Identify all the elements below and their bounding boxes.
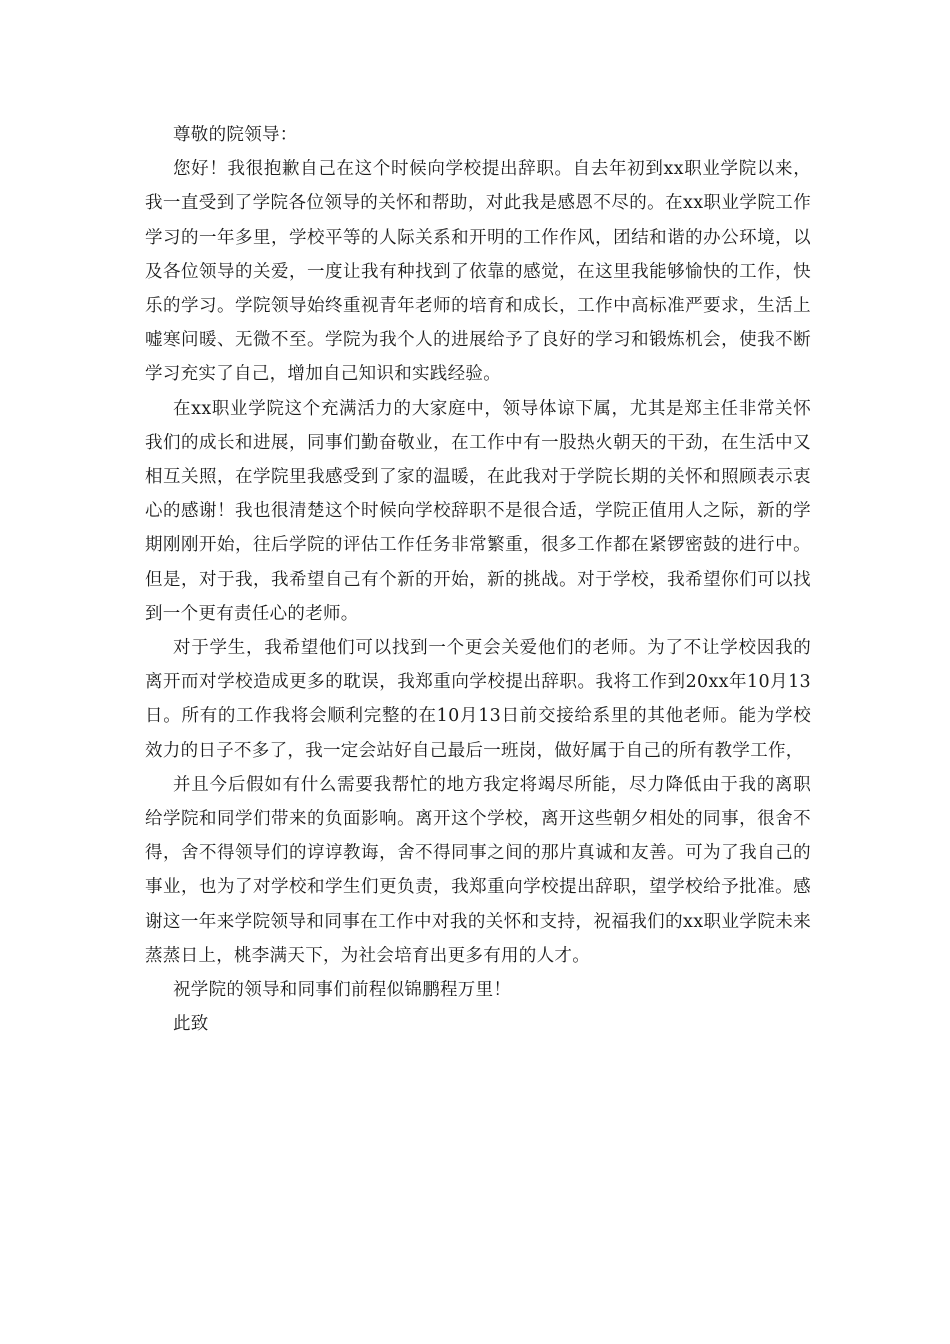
letter-paragraph-1: 您好！我很抱歉自己在这个时候向学校提出辞职。自去年初到xx职业学院以来，我一直受到了学院各位领导的关怀和帮助，对此我是感恩不尽的。在xx职业学院工作学习的一年多里，学校平等的人际关系和开明的工作作风，团结和谐的办公环境，以及各位领导的关爱，一度让我有种找到了依靠的感觉，在这里我能够愉快的工作，快乐的学习。学院领导始终重视青年老师的培育和成长，工作中高标准严要求，生活上嘘寒问暖、无微不至。学院为我个人的进展给予了良好的学习和锻炼机会，使我不断学习充实了自己，增加自己知识和实践经验。 [145,159,811,385]
letter-paragraph-4: 并且今后假如有什么需要我帮忙的地方我定将竭尽所能，尽力降低由于我的离职给学院和同学们带来的负面影响。离开这个学校，离开这些朝夕相处的同事，很舍不得，舍不得领导们的谆谆教诲，舍不得同事之间的那片真诚和友善。可为了我自己的事业，也为了对学校和学生们更负责，我郑重向学校提出辞职，望学校给予批准。感谢这一年来学院领导和同事在工作中对我的关怀和支持，祝福我们的xx职业学院未来蒸蒸日上，桃李满天下，为社会培育出更多有用的人才。 [145,774,811,966]
letter-salutation: 尊敬的院领导： [173,125,298,145]
letter-paragraph-3: 对于学生，我希望他们可以找到一个更会关爱他们的老师。为了不让学校因我的离开而对学校造成更多的耽误，我郑重向学校提出辞职。我将工作到20xx年10月13日。所有的工作我将会顺利完整的在10月13日前交接给系里的其他老师。能为学校效力的日子不多了，我一定会站好自己最后一班岗，做好属于自己的所有教学工作， [145,638,811,761]
letter-closing: 此致 [173,1014,209,1035]
letter-paragraph-2: 在xx职业学院这个充满活力的大家庭中，领导体谅下属，尤其是郑主任非常关怀我们的成长和进展，同事们勤奋敬业，在工作中有一股热火朝天的干劲，在生活中又相互关照，在学院里我感受到了家的温暖，在此我对于学院长期的关怀和照顾表示衷心的感谢！我也很清楚这个时候向学校辞职不是很合适，学院正值用人之际，新的学期刚刚开始，往后学院的评估工作任务非常繁重，很多工作都在紧锣密鼓的进行中。但是，对于我，我希望自己有个新的开始，新的挑战。对于学校，我希望你们可以找到一个更有责任心的老师。 [145,398,811,624]
letter-body [145,118,811,1041]
letter-blessing: 祝学院的领导和同事们前程似锦鹏程万里！ [173,980,512,1001]
